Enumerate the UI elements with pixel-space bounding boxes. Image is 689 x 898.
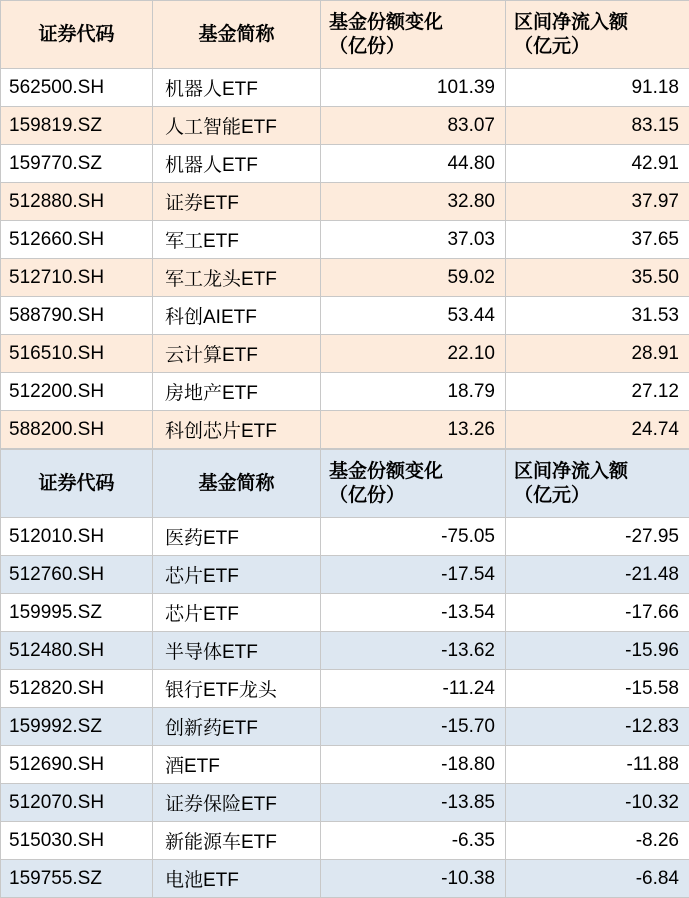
cell-code: 159755.SZ — [1, 860, 153, 898]
cell-fund-name: 房地产ETF — [153, 373, 321, 411]
cell-net-inflow: 37.97 — [506, 183, 689, 221]
outflow-table-header — [1, 450, 689, 518]
cell-share-change: 59.02 — [321, 259, 506, 297]
table-row — [1, 107, 689, 145]
cell-fund-name: 创新药ETF — [153, 708, 321, 746]
cell-net-inflow: 31.53 — [506, 297, 689, 335]
cell-code: 159992.SZ — [1, 708, 153, 746]
cell-net-inflow: 28.91 — [506, 335, 689, 373]
cell-share-change: 44.80 — [321, 145, 506, 183]
cell-fund-name: 云计算ETF — [153, 335, 321, 373]
table-header-row — [1, 450, 689, 518]
cell-net-inflow: 37.65 — [506, 221, 689, 259]
header-code: 证券代码 — [1, 450, 153, 518]
cell-code: 588790.SH — [1, 297, 153, 335]
table-row — [1, 594, 689, 632]
header-net-inflow: 区间净流入额 （亿元） — [506, 1, 689, 69]
cell-share-change: 83.07 — [321, 107, 506, 145]
table-row — [1, 784, 689, 822]
cell-share-change: -13.54 — [321, 594, 506, 632]
cell-code: 512480.SH — [1, 632, 153, 670]
table-row — [1, 708, 689, 746]
cell-fund-name: 半导体ETF — [153, 632, 321, 670]
table-row — [1, 297, 689, 335]
inflow-table-header — [1, 1, 689, 69]
cell-share-change: -13.62 — [321, 632, 506, 670]
cell-code: 516510.SH — [1, 335, 153, 373]
cell-share-change: -17.54 — [321, 556, 506, 594]
cell-fund-name: 机器人ETF — [153, 145, 321, 183]
cell-share-change: 101.39 — [321, 69, 506, 107]
cell-net-inflow: -6.84 — [506, 860, 689, 898]
cell-share-change: -10.38 — [321, 860, 506, 898]
cell-code: 512200.SH — [1, 373, 153, 411]
header-net-inflow: 区间净流入额 （亿元） — [506, 450, 689, 518]
cell-net-inflow: -15.96 — [506, 632, 689, 670]
cell-code: 512880.SH — [1, 183, 153, 221]
header-share-change: 基金份额变化 （亿份） — [321, 450, 506, 518]
cell-fund-name: 芯片ETF — [153, 556, 321, 594]
table-row — [1, 632, 689, 670]
cell-code: 512760.SH — [1, 556, 153, 594]
header-code: 证券代码 — [1, 1, 153, 69]
cell-fund-name: 证券ETF — [153, 183, 321, 221]
cell-share-change: -75.05 — [321, 518, 506, 556]
table-row — [1, 556, 689, 594]
table-row — [1, 69, 689, 107]
cell-net-inflow: -8.26 — [506, 822, 689, 860]
header-share-change: 基金份额变化 （亿份） — [321, 1, 506, 69]
cell-fund-name: 机器人ETF — [153, 69, 321, 107]
inflow-table-body — [1, 69, 689, 449]
cell-share-change: -11.24 — [321, 670, 506, 708]
cell-fund-name: 酒ETF — [153, 746, 321, 784]
table-row — [1, 373, 689, 411]
cell-net-inflow: -27.95 — [506, 518, 689, 556]
table-row — [1, 746, 689, 784]
table-row — [1, 822, 689, 860]
cell-fund-name: 科创AIETF — [153, 297, 321, 335]
cell-net-inflow: 27.12 — [506, 373, 689, 411]
cell-share-change: 53.44 — [321, 297, 506, 335]
table-row — [1, 145, 689, 183]
cell-fund-name: 军工ETF — [153, 221, 321, 259]
cell-net-inflow: -10.32 — [506, 784, 689, 822]
cell-fund-name: 银行ETF龙头 — [153, 670, 321, 708]
table-row — [1, 670, 689, 708]
cell-net-inflow: 91.18 — [506, 69, 689, 107]
cell-share-change: 22.10 — [321, 335, 506, 373]
cell-net-inflow: -21.48 — [506, 556, 689, 594]
cell-code: 512820.SH — [1, 670, 153, 708]
header-fund-name: 基金简称 — [153, 450, 321, 518]
cell-code: 159770.SZ — [1, 145, 153, 183]
cell-net-inflow: 83.15 — [506, 107, 689, 145]
table-header-row — [1, 1, 689, 69]
cell-code: 512070.SH — [1, 784, 153, 822]
cell-code: 512010.SH — [1, 518, 153, 556]
cell-share-change: 37.03 — [321, 221, 506, 259]
cell-net-inflow: -12.83 — [506, 708, 689, 746]
cell-fund-name: 证券保险ETF — [153, 784, 321, 822]
cell-code: 588200.SH — [1, 411, 153, 449]
cell-fund-name: 科创芯片ETF — [153, 411, 321, 449]
cell-code: 512710.SH — [1, 259, 153, 297]
cell-net-inflow: 42.91 — [506, 145, 689, 183]
outflow-table — [0, 449, 689, 898]
header-fund-name: 基金简称 — [153, 1, 321, 69]
cell-share-change: 32.80 — [321, 183, 506, 221]
cell-share-change: -13.85 — [321, 784, 506, 822]
table-row — [1, 411, 689, 449]
cell-net-inflow: 35.50 — [506, 259, 689, 297]
cell-code: 512690.SH — [1, 746, 153, 784]
cell-share-change: -6.35 — [321, 822, 506, 860]
table-row — [1, 335, 689, 373]
table-row — [1, 518, 689, 556]
cell-net-inflow: -15.58 — [506, 670, 689, 708]
cell-code: 515030.SH — [1, 822, 153, 860]
cell-fund-name: 新能源车ETF — [153, 822, 321, 860]
cell-fund-name: 电池ETF — [153, 860, 321, 898]
cell-net-inflow: 24.74 — [506, 411, 689, 449]
cell-fund-name: 军工龙头ETF — [153, 259, 321, 297]
cell-fund-name: 芯片ETF — [153, 594, 321, 632]
cell-fund-name: 人工智能ETF — [153, 107, 321, 145]
cell-code: 159819.SZ — [1, 107, 153, 145]
outflow-table-body — [1, 518, 689, 898]
cell-code: 562500.SH — [1, 69, 153, 107]
cell-share-change: -18.80 — [321, 746, 506, 784]
cell-net-inflow: -17.66 — [506, 594, 689, 632]
cell-share-change: -15.70 — [321, 708, 506, 746]
cell-code: 512660.SH — [1, 221, 153, 259]
cell-code: 159995.SZ — [1, 594, 153, 632]
table-row — [1, 259, 689, 297]
table-row — [1, 183, 689, 221]
cell-fund-name: 医药ETF — [153, 518, 321, 556]
table-row — [1, 860, 689, 898]
table-row — [1, 221, 689, 259]
cell-share-change: 13.26 — [321, 411, 506, 449]
cell-share-change: 18.79 — [321, 373, 506, 411]
cell-net-inflow: -11.88 — [506, 746, 689, 784]
